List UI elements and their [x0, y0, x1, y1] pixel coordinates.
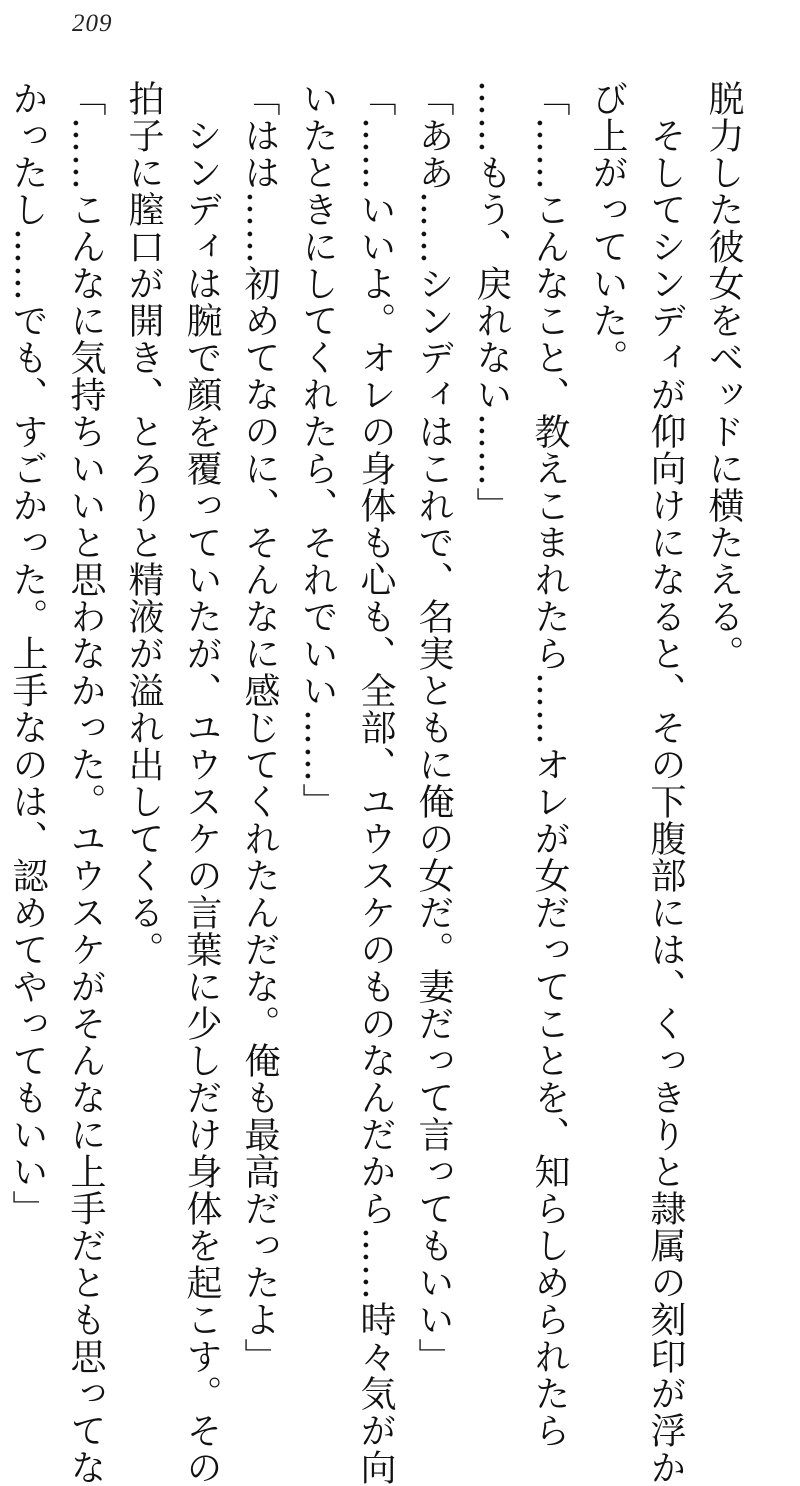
text-line: ……もう、戻れない……」: [471, 80, 512, 524]
text-line: そしてシンディが仰向けになると、その下腹部には、くっきりと隷属の刻印が浮か: [645, 80, 686, 1486]
text-line: 「はは……初めてなのに、そんなに感じてくれたんだな。俺も最高だったよ」: [239, 80, 280, 1375]
text-line: び上がっていた。: [587, 80, 628, 376]
text-line: 拍子に膣口が開き、とろりと精液が溢れ出してくる。: [123, 80, 164, 968]
body-text: [7, 80, 752, 1486]
text-line: シンディは腕で顔を覆っていたが、ユウスケの言葉に少しだけ身体を起こす。その: [181, 80, 222, 1486]
text-line: 脱力した彼女をベッドに横たえる。: [703, 80, 744, 672]
text-line: 「ああ……シンディはこれで、名実ともに俺の女だ。妻だって言ってもいい」: [413, 80, 454, 1375]
text-line: 「……こんなこと、教えこまれたら……オレが女だってことを、知らしめられたら: [529, 80, 570, 1449]
text-line: かったし……でも、すごかった。上手なのは、認めてやってもいい」: [7, 80, 48, 1227]
text-line: 「……こんなに気持ちいいと思わなかった。ユウスケがそんなに上手だとも思ってな: [65, 80, 106, 1486]
text-line: いたときにしてくれたら、それでいい……」: [297, 80, 338, 820]
text-line: 「……いいよ。オレの身体も心も、全部、ユウスケのものなんだから……時々気が向: [355, 80, 396, 1486]
page-number: 209: [72, 10, 113, 37]
